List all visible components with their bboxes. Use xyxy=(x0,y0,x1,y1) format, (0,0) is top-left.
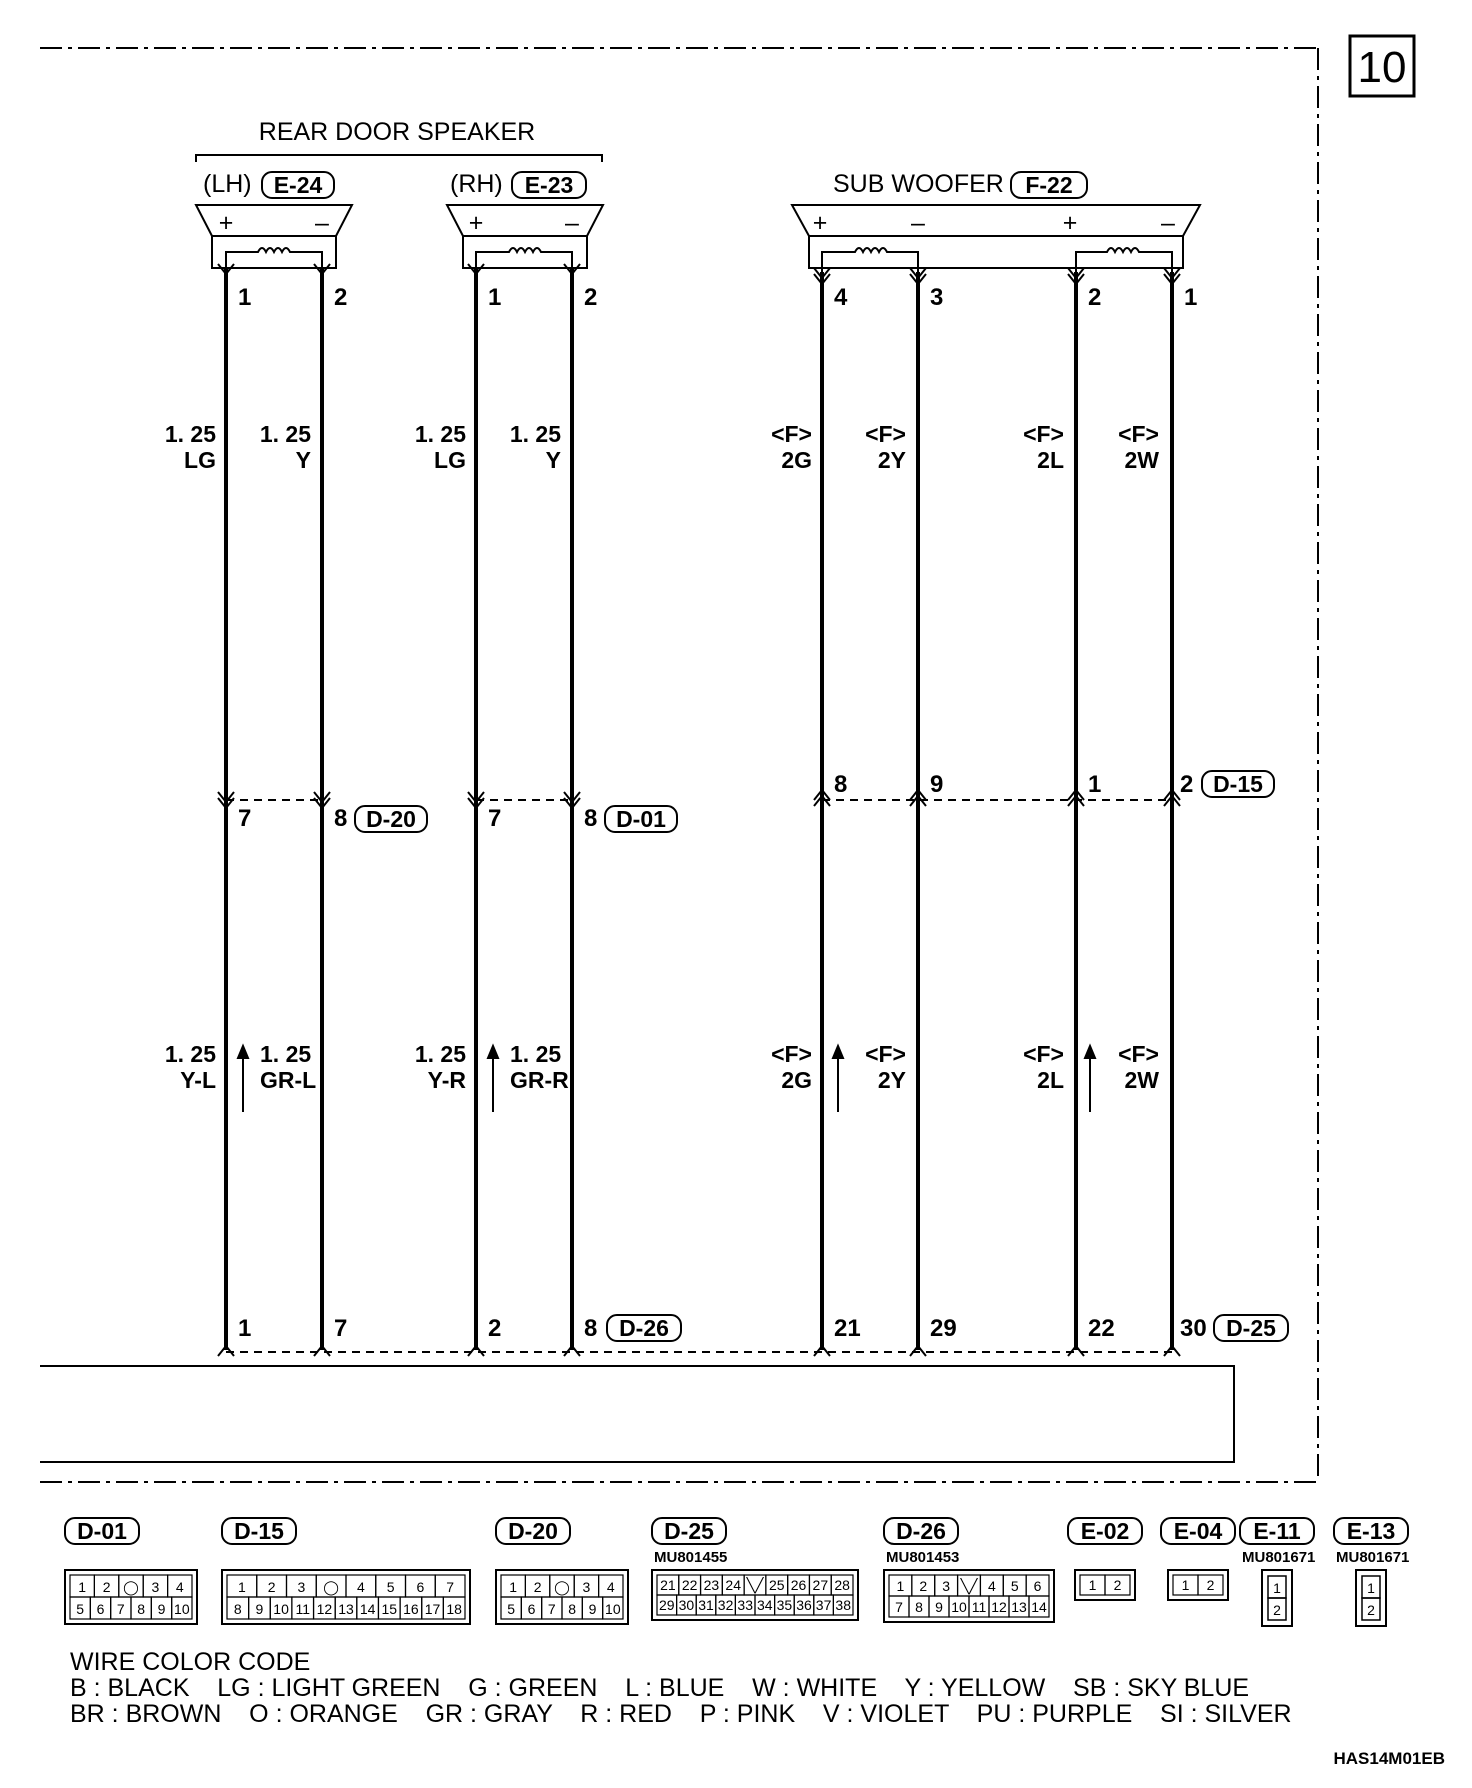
connector-pin: 22 xyxy=(681,1577,698,1593)
connector-pin: 10 xyxy=(605,1601,621,1617)
connector-pin: ◯ xyxy=(123,1579,139,1595)
lh-joint-pin-7: 7 xyxy=(238,805,252,832)
sub-woofer-title: SUB WOOFER xyxy=(833,170,1004,198)
connector-pin: 14 xyxy=(359,1601,376,1617)
connector-pin: 14 xyxy=(1031,1599,1047,1615)
connector-pin: 9 xyxy=(588,1601,597,1617)
wire-color: 2Y xyxy=(877,1067,906,1093)
audio-unit-box xyxy=(40,1366,1234,1462)
connector-pin: 7 xyxy=(446,1579,455,1595)
connector-pin: 27 xyxy=(812,1577,829,1593)
figure-code: HAS14M01EB xyxy=(1333,1749,1445,1768)
rear-door-speaker-title: REAR DOOR SPEAKER xyxy=(258,118,536,146)
connector-pin: 6 xyxy=(416,1579,425,1595)
wire-color: Y xyxy=(545,447,561,473)
wire-label: 1. 25 xyxy=(259,421,311,447)
lh-end-pin-1: 1 xyxy=(238,1315,252,1342)
connector-pin: 8 xyxy=(568,1601,577,1617)
rh-end-pin-2: 2 xyxy=(488,1315,502,1342)
wire-label: 1. 25 xyxy=(510,1041,562,1067)
lh-pin-2: 2 xyxy=(334,284,348,311)
connector-pin: 37 xyxy=(815,1597,832,1613)
wire-label: 1. 25 xyxy=(414,1041,466,1067)
connector-pin: 2 xyxy=(919,1578,928,1594)
wire-color: 2G xyxy=(781,1067,812,1093)
rh-minus-label: – xyxy=(565,209,579,237)
lh-side-label: (LH) xyxy=(203,170,252,198)
sw-joint-pin-1: 1 xyxy=(1088,771,1102,798)
sw-joint-pin-8: 8 xyxy=(834,771,848,798)
connector-pin: 16 xyxy=(403,1601,419,1617)
connector-pin: 2 xyxy=(533,1579,542,1595)
rh-speaker xyxy=(447,170,603,268)
connector-pin: 4 xyxy=(356,1579,365,1595)
page-number: 10 xyxy=(1357,43,1407,92)
connector-code: D-15 xyxy=(234,1518,284,1544)
connector-pin: 2 xyxy=(1273,1602,1281,1618)
connector-pin: 32 xyxy=(717,1597,734,1613)
connector-pin: 4 xyxy=(987,1578,996,1594)
sw-pin-3: 3 xyxy=(930,284,944,311)
speaker-end-connector-label: D-26 xyxy=(619,1315,669,1341)
wire-label: 1. 25 xyxy=(260,1041,312,1067)
connector-pin: 10 xyxy=(174,1601,190,1617)
connector-pin: 15 xyxy=(381,1601,398,1617)
signal-direction-arrows xyxy=(238,1046,1095,1112)
lh-speaker xyxy=(196,170,352,268)
connector-code: E-04 xyxy=(1173,1518,1223,1544)
connector-pin: 2 xyxy=(1113,1577,1122,1593)
wire-label: 1. 25 xyxy=(509,421,561,447)
connector-pin: ◯ xyxy=(323,1579,339,1595)
connector-pin: 5 xyxy=(386,1579,395,1595)
sw-end-pin-22: 22 xyxy=(1088,1315,1115,1342)
wire-label: <F> xyxy=(1023,1041,1064,1067)
connector-pin: 1 xyxy=(896,1578,905,1594)
wire-color: Y-R xyxy=(427,1067,466,1093)
connector-pin: ╲╱ xyxy=(746,1577,764,1593)
rear-door-speaker-bracket xyxy=(196,155,602,162)
wire-label: <F> xyxy=(865,1041,906,1067)
sw-end-pin-29: 29 xyxy=(930,1315,957,1342)
connector-face-d-20 xyxy=(496,1518,628,1624)
connector-pin: 11 xyxy=(971,1599,987,1615)
wire-label: <F> xyxy=(771,1041,812,1067)
connector-code: D-26 xyxy=(896,1518,946,1544)
connector-pin: ╲╱ xyxy=(960,1578,978,1594)
top-wire-labels xyxy=(165,421,1159,473)
sw-pin-4: 4 xyxy=(834,284,848,311)
connector-pin: 5 xyxy=(507,1601,516,1617)
connector-pin: 1 xyxy=(509,1579,518,1595)
joint-connector-markers xyxy=(218,790,1180,808)
connector-pin: 36 xyxy=(796,1597,812,1613)
connector-pin: 24 xyxy=(725,1577,742,1593)
wire-label: 1. 25 xyxy=(164,421,216,447)
wire-label: 1. 25 xyxy=(414,421,466,447)
wire-color-code-title: WIRE COLOR CODE xyxy=(70,1648,311,1676)
rh-joint-pin-7: 7 xyxy=(488,805,502,832)
wire-label: 1. 25 xyxy=(164,1041,216,1067)
connector-face-d-25 xyxy=(652,1518,858,1620)
connector-part-number: MU801455 xyxy=(654,1549,728,1566)
connector-pin: 12 xyxy=(316,1601,333,1617)
connector-code: E-13 xyxy=(1346,1518,1396,1544)
connector-code: D-20 xyxy=(508,1518,558,1544)
rh-end-pin-8: 8 xyxy=(584,1315,598,1342)
wire-color: Y xyxy=(295,447,311,473)
connector-pin: 29 xyxy=(659,1597,675,1613)
connector-pin: 5 xyxy=(76,1601,85,1617)
lh-pin-1: 1 xyxy=(238,284,252,311)
diagram-frame xyxy=(40,48,1318,1482)
sw-terminal-1: + xyxy=(812,209,828,237)
connector-pin: 3 xyxy=(151,1579,160,1595)
connector-pin: 7 xyxy=(116,1601,125,1617)
wire-color-code-line1: B : BLACK LG : LIGHT GREEN G : GREEN L : BLUE W : WHITE Y : YELLOW SB : SKY BLUE xyxy=(70,1674,1250,1702)
lh-joint-connector-label: D-20 xyxy=(366,806,416,832)
connector-pin: 6 xyxy=(527,1601,536,1617)
sw-terminal-4: – xyxy=(1161,209,1175,237)
connector-pin: 34 xyxy=(757,1597,773,1613)
rh-pin-2: 2 xyxy=(584,284,598,311)
connector-part-number: MU801671 xyxy=(1336,1549,1410,1566)
connector-pin: 4 xyxy=(606,1579,615,1595)
wire-color: 2G xyxy=(781,447,812,473)
wire-color: 2W xyxy=(1124,1067,1159,1093)
connector-pin: 3 xyxy=(582,1579,591,1595)
connector-pin: 17 xyxy=(424,1601,441,1617)
wire-color: LG xyxy=(434,447,466,473)
bottom-wire-labels xyxy=(165,1041,1159,1093)
wire-label: <F> xyxy=(865,421,906,447)
connector-pin: 8 xyxy=(137,1601,146,1617)
connector-face-e-04 xyxy=(1161,1518,1235,1600)
sw-terminal-3: + xyxy=(1062,209,1078,237)
sw-joint-pin-2: 2 xyxy=(1180,771,1194,798)
connector-pin: 1 xyxy=(78,1579,87,1595)
sw-pin-2: 2 xyxy=(1088,284,1102,311)
connector-face-e-13 xyxy=(1334,1518,1409,1626)
lh-joint-pin-8: 8 xyxy=(334,805,348,832)
rh-joint-pin-8: 8 xyxy=(584,805,598,832)
connector-pin: 35 xyxy=(776,1597,793,1613)
rh-plus-label: + xyxy=(468,209,484,237)
connector-pin: 11 xyxy=(295,1601,311,1617)
connector-pin: 1 xyxy=(1181,1577,1190,1593)
connector-pin: 9 xyxy=(157,1601,166,1617)
connector-pin: 1 xyxy=(1273,1580,1281,1596)
connector-pin: 12 xyxy=(991,1599,1007,1615)
connector-pin: 31 xyxy=(698,1597,714,1613)
connector-part-number: MU801671 xyxy=(1242,1549,1316,1566)
connector-code: E-02 xyxy=(1080,1518,1130,1544)
connector-pin: 9 xyxy=(255,1601,264,1617)
rh-side-label: (RH) xyxy=(450,170,503,198)
connector-pin: 3 xyxy=(297,1579,306,1595)
sub-woofer xyxy=(792,170,1200,272)
wire-color: 2L xyxy=(1037,447,1064,473)
connector-pin: 33 xyxy=(737,1597,753,1613)
connector-pin: 4 xyxy=(175,1579,184,1595)
wire-label: <F> xyxy=(771,421,812,447)
sub-woofer-connector-label: F-22 xyxy=(1025,172,1073,198)
connector-face-d-01 xyxy=(65,1518,197,1624)
connector-face-e-02 xyxy=(1068,1518,1142,1600)
lh-plus-label: + xyxy=(218,209,234,237)
wire-color: GR-R xyxy=(510,1067,569,1093)
connector-pin: 21 xyxy=(660,1577,676,1593)
connector-pin: 1 xyxy=(1088,1577,1097,1593)
connector-pin: 1 xyxy=(1367,1580,1375,1596)
connector-pin: 9 xyxy=(935,1599,943,1615)
connector-pin: 2 xyxy=(267,1579,276,1595)
connector-code: D-01 xyxy=(77,1518,127,1544)
connector-face-d-15 xyxy=(222,1518,470,1624)
sw-joint-connector-label: D-15 xyxy=(1213,771,1263,797)
rh-connector-label: E-23 xyxy=(524,172,574,198)
connector-pin: 7 xyxy=(547,1601,556,1617)
lh-minus-label: – xyxy=(315,209,329,237)
wire-label: <F> xyxy=(1118,421,1159,447)
sw-end-pin-21: 21 xyxy=(834,1315,861,1342)
connector-pin: 5 xyxy=(1010,1578,1019,1594)
wire-label: <F> xyxy=(1118,1041,1159,1067)
connector-pin: 25 xyxy=(768,1577,785,1593)
connector-pin: 8 xyxy=(915,1599,923,1615)
connector-face-d-26 xyxy=(884,1518,1054,1622)
sw-end-pin-30: 30 xyxy=(1180,1315,1207,1342)
sw-terminal-2: – xyxy=(911,209,925,237)
connector-pin: 13 xyxy=(1011,1599,1027,1615)
wire-color: LG xyxy=(184,447,216,473)
connector-pin: 7 xyxy=(895,1599,903,1615)
wire-color: Y-L xyxy=(180,1067,216,1093)
connector-pin: 13 xyxy=(338,1601,354,1617)
sw-end-connector-label: D-25 xyxy=(1226,1315,1276,1341)
connector-pin: 6 xyxy=(1033,1578,1042,1594)
connector-pin: 1 xyxy=(237,1579,246,1595)
connector-pin: 28 xyxy=(834,1577,850,1593)
wire-color: 2W xyxy=(1124,447,1159,473)
connector-pin: 2 xyxy=(1367,1602,1375,1618)
connector-pin: 10 xyxy=(951,1599,967,1615)
end-connector-markers xyxy=(218,1346,1180,1356)
connector-pin: 30 xyxy=(678,1597,695,1613)
connector-pin: 23 xyxy=(703,1577,720,1593)
wire-label: <F> xyxy=(1023,421,1064,447)
connector-pin: 2 xyxy=(102,1579,111,1595)
lh-end-pin-7: 7 xyxy=(334,1315,348,1342)
sw-pin-1: 1 xyxy=(1184,284,1198,311)
wire-color: GR-L xyxy=(260,1067,317,1093)
connector-pin: 3 xyxy=(942,1578,951,1594)
wire-color: 2Y xyxy=(877,447,906,473)
connector-pin: 38 xyxy=(835,1597,851,1613)
connector-code: E-11 xyxy=(1253,1518,1301,1544)
connector-code: D-25 xyxy=(664,1518,714,1544)
connector-face-views xyxy=(65,1518,1409,1626)
connector-pin: 2 xyxy=(1206,1577,1215,1593)
wire-color-code-line2: BR : BROWN O : ORANGE GR : GRAY R : RED P : PINK V : VIOLET PU : PURPLE SI : SILVER xyxy=(70,1700,1292,1728)
connector-pin: 6 xyxy=(96,1601,105,1617)
connector-pin: 8 xyxy=(233,1601,242,1617)
connector-pin: 26 xyxy=(790,1577,807,1593)
connector-face-e-11 xyxy=(1240,1518,1315,1626)
connector-part-number: MU801453 xyxy=(886,1549,960,1566)
connector-pin: ◯ xyxy=(554,1579,570,1595)
connector-pin: 18 xyxy=(446,1601,462,1617)
rh-pin-1: 1 xyxy=(488,284,502,311)
connector-pin: 10 xyxy=(273,1601,289,1617)
sw-joint-pin-9: 9 xyxy=(930,771,944,798)
lh-connector-label: E-24 xyxy=(273,172,323,198)
rh-joint-connector-label: D-01 xyxy=(616,806,666,832)
wire-color: 2L xyxy=(1037,1067,1064,1093)
